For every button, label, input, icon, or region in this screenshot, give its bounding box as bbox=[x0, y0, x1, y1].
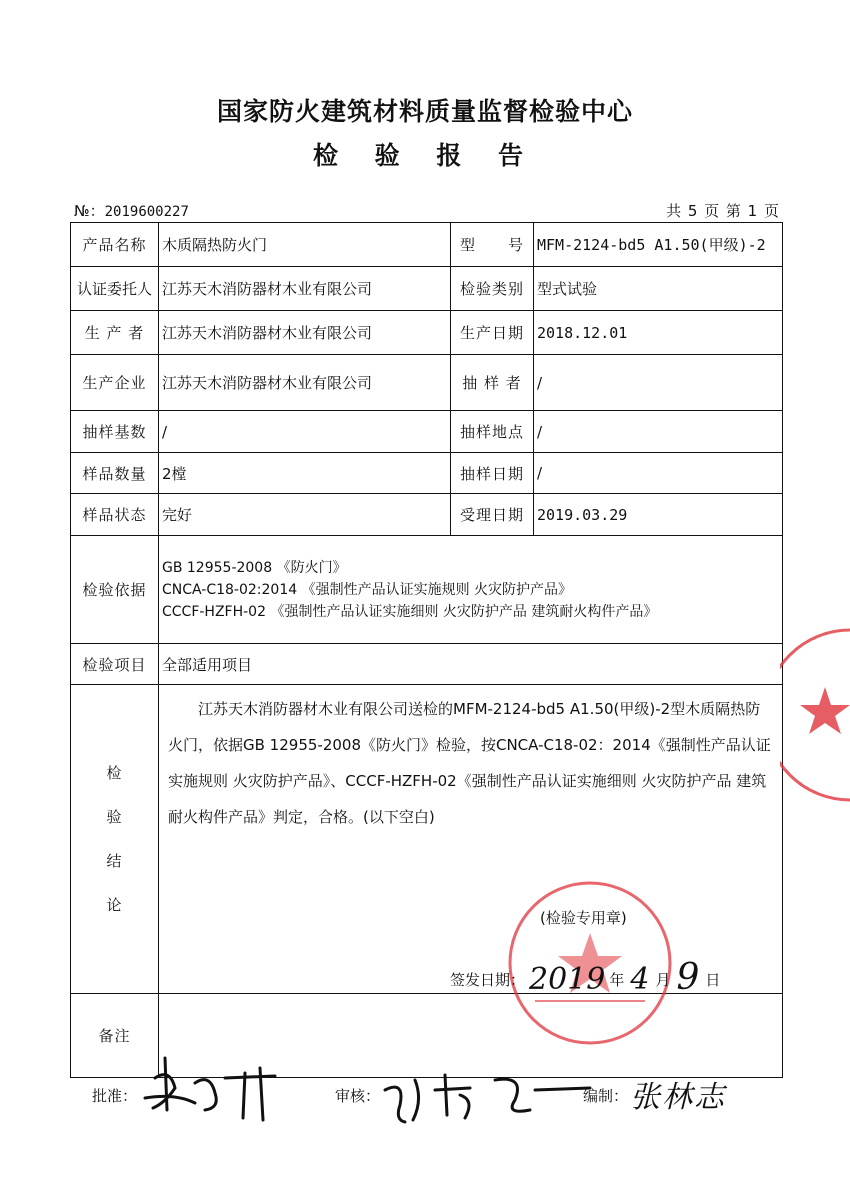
model-label: 型 号 bbox=[451, 223, 534, 267]
issue-date bbox=[450, 953, 721, 998]
day-unit: 日 bbox=[705, 971, 721, 989]
approve-label: 批准： bbox=[92, 1087, 138, 1105]
test-type-value: 型式试验 bbox=[534, 267, 783, 311]
conclusion-label-char-3: 结 bbox=[106, 852, 123, 870]
table-row bbox=[71, 223, 783, 267]
table-row bbox=[71, 411, 783, 453]
issue-date-label: 签发日期： bbox=[450, 971, 526, 989]
sample-qty-label: 样品数量 bbox=[71, 453, 159, 494]
test-type-label: 检验类别 bbox=[451, 267, 534, 311]
seal-partial-icon bbox=[780, 625, 850, 805]
compile-label: 编制： bbox=[583, 1087, 629, 1105]
sample-date-value: / bbox=[534, 453, 783, 494]
basis-line-2: CNCA-C18-02:2014 《强制性产品认证实施规则 火灾防护产品》 bbox=[162, 581, 573, 598]
items-value: 全部适用项目 bbox=[159, 644, 783, 685]
table-row bbox=[71, 267, 783, 311]
doc-title: 检 验 报 告 bbox=[312, 141, 538, 170]
sample-place-value: / bbox=[534, 411, 783, 453]
report-number bbox=[74, 200, 189, 221]
report-table bbox=[70, 222, 783, 1078]
basis-line-1: GB 12955-2008 《防火门》 bbox=[162, 559, 347, 576]
prod-date-label: 生产日期 bbox=[451, 311, 534, 355]
enterprise-label: 生产企业 bbox=[71, 355, 159, 411]
accept-date-value: 2019.03.29 bbox=[534, 494, 783, 536]
basis-line-3: CCCF-HZFH-02 《强制性产品认证实施细则 火灾防护产品 建筑耐火构件产品》 bbox=[162, 603, 658, 620]
product-name-label: 产品名称 bbox=[71, 223, 159, 267]
conclusion-value bbox=[159, 685, 783, 994]
accept-date-label: 受理日期 bbox=[451, 494, 534, 536]
page-info: 共 5 页 第 1 页 bbox=[666, 202, 780, 220]
approver-signature-icon bbox=[135, 1048, 285, 1128]
sample-place-label: 抽样地点 bbox=[451, 411, 534, 453]
issue-day: 9 bbox=[676, 957, 700, 998]
items-label: 检验项目 bbox=[71, 644, 159, 685]
sample-state-value: 完好 bbox=[159, 494, 451, 536]
sample-date-label: 抽样日期 bbox=[451, 453, 534, 494]
org-name: 国家防火建筑材料质量监督检验中心 bbox=[216, 97, 633, 126]
table-row bbox=[71, 453, 783, 494]
review-label: 审核： bbox=[335, 1087, 381, 1105]
table-row bbox=[71, 685, 783, 994]
conclusion-label bbox=[71, 685, 159, 994]
producer-value: 江苏天木消防器材木业有限公司 bbox=[159, 311, 451, 355]
product-name-value: 木质隔热防火门 bbox=[159, 223, 451, 267]
issue-month: 4 bbox=[630, 962, 650, 997]
basis-label: 检验依据 bbox=[71, 536, 159, 644]
remarks-label: 备注 bbox=[71, 994, 159, 1078]
sampler-label: 抽 样 者 bbox=[451, 355, 534, 411]
conclusion-text: 江苏天木消防器材木业有限公司送检的MFM-2124-bd5 A1.50(甲级)-2型木质隔热防火门，依据GB 12955-2008《防火门》检验，按CNCA-C18-02：2014《强制性产品认证实施规则 火灾防护产品》、CCCF-HZFH-02《强制性产品认证实施细则 火灾防护产品 建筑耐火构件产品》判定，合格。(以下空白) bbox=[168, 700, 771, 826]
reviewer-signature-icon bbox=[375, 1060, 595, 1130]
sample-base-value: / bbox=[159, 411, 451, 453]
seal-note: (检验专用章) bbox=[540, 909, 627, 927]
sample-base-label: 抽样基数 bbox=[71, 411, 159, 453]
conclusion-label-char-2: 验 bbox=[106, 808, 123, 826]
enterprise-value: 江苏天木消防器材木业有限公司 bbox=[159, 355, 451, 411]
sample-qty-value: 2樘 bbox=[159, 453, 451, 494]
report-number-label: №： bbox=[74, 202, 105, 220]
month-unit: 月 bbox=[655, 971, 671, 989]
sampler-value: / bbox=[534, 355, 783, 411]
compiler-signature: 张林志 bbox=[630, 1080, 726, 1115]
table-row bbox=[71, 536, 783, 644]
model-value: MFM-2124-bd5 A1.50(甲级)-2 bbox=[534, 223, 783, 267]
producer-label: 生 产 者 bbox=[71, 311, 159, 355]
issue-year: 2019 bbox=[529, 962, 606, 997]
year-unit: 年 bbox=[609, 971, 625, 989]
sample-state-label: 样品状态 bbox=[71, 494, 159, 536]
table-row bbox=[71, 644, 783, 685]
table-row bbox=[71, 311, 783, 355]
client-label: 认证委托人 bbox=[71, 267, 159, 311]
prod-date-value: 2018.12.01 bbox=[534, 311, 783, 355]
conclusion-label-char-1: 检 bbox=[106, 764, 123, 782]
table-row bbox=[71, 494, 783, 536]
basis-value bbox=[159, 536, 783, 644]
table-row bbox=[71, 355, 783, 411]
conclusion-label-char-4: 论 bbox=[106, 896, 123, 914]
client-value: 江苏天木消防器材木业有限公司 bbox=[159, 267, 451, 311]
report-number-value: 2019600227 bbox=[104, 204, 189, 220]
